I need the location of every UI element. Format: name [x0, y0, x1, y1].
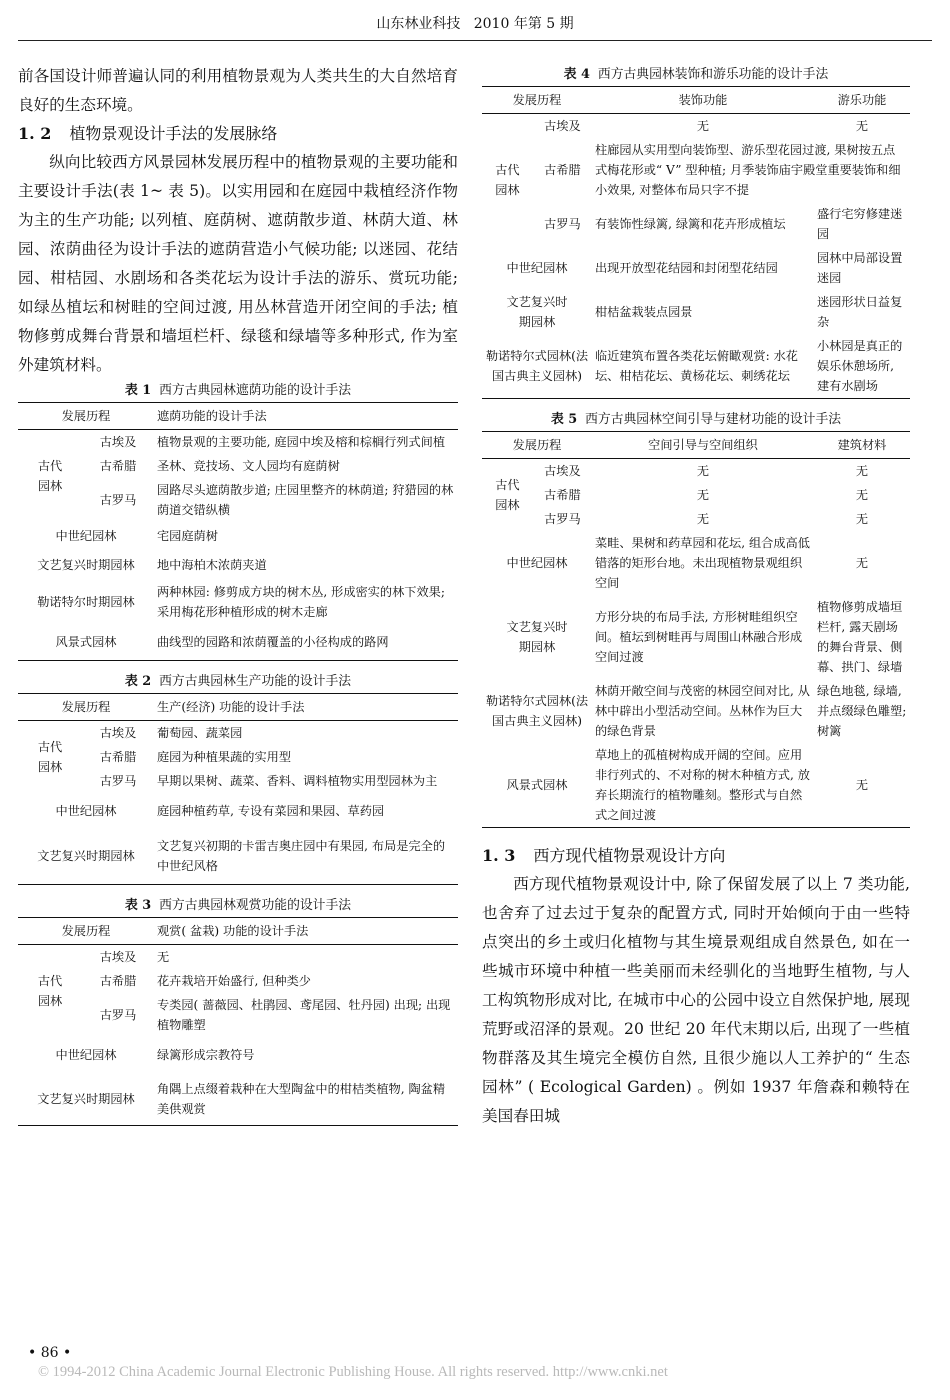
table-cell: 圣林、竞技场、文人园均有庭荫树: [157, 459, 340, 473]
era-cell: 古希腊: [99, 749, 137, 764]
left-column: [18, 62, 458, 1126]
table-cell: 无: [855, 556, 869, 570]
column-header: 空间引导与空间组织: [592, 432, 814, 459]
era-cell: 古罗马: [99, 1008, 137, 1022]
table-cell: 小林园是真正的娱乐休憩场所, 建有水剧场: [814, 334, 910, 399]
era-cell: 中世纪园林: [55, 1048, 117, 1062]
era-cell: 古希腊: [99, 974, 137, 988]
table-cell: 植物修剪成墙垣栏杆, 露天剧场的舞台背景、侧幕、拱门、绿墙: [817, 600, 903, 674]
table-cell: 庭园种植药草, 专设有菜园和果园、草药园: [157, 803, 385, 818]
table-2: [18, 693, 458, 886]
era-cell: 古埃及: [544, 119, 581, 133]
table-cell: 葡萄园、蔬菜园: [157, 725, 243, 740]
table-cell: 植物景观的主要功能, 庭园中埃及榕和棕榈行列式间植: [157, 435, 446, 449]
table-cell: 林荫开敞空间与茂密的林园空间对比, 从林中辟出小型活动空间。丛林作为巨大的绿色背景: [595, 684, 810, 738]
era-cell: 中世纪园林: [55, 803, 117, 818]
column-header: 发展历程: [482, 432, 592, 459]
table-cell: 方形分块的布局手法, 方形树畦组织空间。植坛到树畦再与周围山林融合形成空间过渡: [595, 610, 803, 664]
section-paragraph: 西方现代植物景观设计中, 除了保留发展了以上 7 类功能, 也舍弃了过去过于复杂的配置方式, 同时开始倾向于由一些特点突出的乡土或归化植物与其生境景观组成自然景色, 如在一些城市环境中种植一些美丽而未经驯化的当地野生植物, 与人工构筑物形成对比, 在城市中心的公园中设立自然保护地, 展现荒野或沼泽的景观。20 世纪 20 年代末期以后, 出现了一些植物群落及其生境完全模仿自然, 且很少施以人工养护的“ 生态园林” ( Ecological Garden) 。例如 1937 年詹森和赖特在美国春田城: [482, 875, 910, 1125]
era-cell: 中世纪园林: [506, 556, 568, 570]
table-cell: 专类园( 蔷薇园、杜鹃园、鸢尾园、牡丹园) 出现; 出现植物雕塑: [157, 998, 451, 1032]
table-cell: 园林中局部设置迷园: [817, 251, 903, 285]
era-cell: 古代园林: [37, 739, 63, 774]
table-caption: 表 5 西方古典园林空间引导与建材功能的设计手法: [550, 412, 842, 427]
section-title: 西方现代植物景观设计方向: [533, 846, 726, 865]
table-cell: 文艺复兴初期的卡雷吉奥庄园中有果园, 布局是完全的中世纪风格: [154, 829, 458, 885]
table-caption: 表 4 西方古典园林装饰和游乐功能的设计手法: [563, 67, 829, 82]
table-cell: 两种林园: 修剪成方块的树木丛, 形成密实的林下效果; 采用梅花形种植形成的树木走廊: [157, 585, 445, 619]
table-cell: 无: [696, 464, 710, 478]
section-paragraph: 纵向比较西方风景园林发展历程中的植物景观的主要功能和主要设计手法(表 1~ 表 5)。以实用园和在庭园中栽植经济作物为主的生产功能; 以列植、庭荫树、遮荫散步道、林荫大道、林园、浓荫曲径为设计手法的遮荫营造小气候功能; 以迷园、花结园、柑桔园、水剧场和各类花坛为设计手法的游乐、赏玩功能; 如绿丛植坛和树畦的空间过渡, 用丛林营造开闭空间的手法; 植物修剪成舞台背景和墙垣栏杆、绿毯和绿墙等多种形式, 作为室外建筑材料。: [18, 153, 458, 374]
table-cell: 无: [696, 512, 710, 526]
era-cell: 古罗马: [99, 773, 137, 788]
era-cell: 文艺复兴时期园林: [37, 558, 135, 572]
section-heading-1-3: [482, 842, 910, 870]
table-cell: 菜畦、果树和药草园和花坛, 组合成高低错落的矩形台地。未出现植物景观组织空间: [595, 536, 810, 590]
table-4: [482, 86, 910, 399]
table-cell: 无: [855, 119, 869, 133]
era-cell: 古希腊: [544, 488, 581, 502]
table-cell: 无: [696, 488, 710, 502]
era-cell: 文艺复兴时期园林: [506, 620, 568, 654]
era-cell: 中世纪园林: [506, 261, 568, 275]
table-cell: 曲线型的园路和浓荫覆盖的小径构成的路网: [154, 624, 458, 660]
column-header: 装饰功能: [592, 87, 814, 114]
section-heading-1-2: [18, 120, 458, 148]
era-cell: 古埃及: [544, 464, 581, 478]
column-header: 发展历程: [482, 87, 592, 114]
era-cell: 古希腊: [544, 163, 581, 177]
table-cell: 无: [696, 119, 710, 133]
era-cell: 文艺复兴时期园林: [18, 1073, 154, 1125]
table-cell: 草地上的孤植树构成开阔的空间。应用非行列式的、不对称的树木种植方式, 放弃长期流行的植物雕刻。整形式与自然式之间过渡: [592, 743, 814, 828]
table-cell: 无: [855, 488, 869, 502]
table-5: [482, 431, 910, 828]
table-cell: 出现开放型花结园和封闭型花结园: [595, 261, 778, 275]
table-cell: 绿篱形成宗教符号: [157, 1048, 255, 1062]
table-cell: 花卉栽培开始盛行, 但种类少: [157, 974, 311, 988]
page-number: • 86 •: [28, 1345, 72, 1361]
running-header: [18, 0, 932, 41]
issue-label: 2010 年第 5 期: [473, 16, 574, 32]
era-cell: 风景式园林: [482, 743, 592, 828]
era-cell: 古代园林: [37, 974, 63, 1008]
era-cell: 古埃及: [99, 725, 137, 740]
era-cell: 古代园林: [495, 478, 520, 512]
table-cell: 无: [855, 512, 869, 526]
table-cell: 临近建筑布置各类花坛俯瞰观赏: 水花坛、柑桔花坛、黄杨花坛、刺绣花坛: [592, 334, 814, 399]
column-header: 生产(经济) 功能的设计手法: [154, 693, 458, 720]
era-cell: 古罗马: [544, 217, 581, 231]
table-cell: 宅园庭荫树: [157, 529, 218, 543]
column-header: 建筑材料: [814, 432, 910, 459]
table-cell: 绿色地毯, 绿墙, 并点缀绿色雕塑; 树篱: [817, 684, 907, 738]
column-header: 发展历程: [18, 693, 154, 720]
table-cell: 柱廊园从实用型向装饰型、游乐型花园过渡, 果树按五点式梅花形或“ V” 型种植; 月季装饰庙宇殿堂重要装饰和细小效果, 对整体布局只字不提: [595, 143, 901, 197]
table-cell: 柑桔盆栽装点园景: [595, 305, 693, 319]
section-title: 植物景观设计手法的发展脉络: [69, 124, 278, 143]
table-cell: 角隅上点缀着栽种在大型陶盆中的柑桔类植物, 陶盆精美供观赏: [154, 1073, 458, 1125]
era-cell: 古代园林: [495, 163, 520, 197]
era-cell: 古罗马: [99, 493, 137, 507]
table-cell: 地中海柏木浓荫夹道: [157, 558, 267, 572]
right-column: [482, 64, 910, 1131]
era-cell: 勒诺特尔式园林(法国古典主义园林): [485, 694, 589, 728]
era-cell: 文艺复兴时期园林: [18, 829, 154, 885]
era-cell: 勒诺特尔式园林(法国古典主义园林): [482, 334, 592, 399]
table-cell: 盛行宅穷修建迷园: [817, 207, 903, 241]
table-cell: 无: [855, 464, 869, 478]
table-cell: 庭园为种植果蔬的实用型: [157, 749, 292, 764]
column-header: 遮荫功能的设计手法: [154, 403, 458, 430]
era-cell: 勒诺特尔时期园林: [37, 595, 135, 609]
table-1: [18, 402, 458, 661]
column-header: 发展历程: [18, 403, 154, 430]
era-cell: 古罗马: [544, 512, 581, 526]
era-cell: 古埃及: [99, 435, 137, 449]
era-cell: 古希腊: [99, 459, 137, 473]
table-3: [18, 917, 458, 1126]
section-number: 1. 3: [482, 846, 516, 865]
table-cell: 无: [814, 743, 910, 828]
intro-paragraph: 前各国设计师普遍认同的利用植物景观为人类共生的大自然培育良好的生态环境。: [18, 67, 458, 114]
table-caption: 表 3 西方古典园林观赏功能的设计手法: [124, 898, 352, 913]
table-cell: 园路尽头遮荫散步道; 庄园里整齐的林荫道; 狩猎园的林荫道交错纵横: [157, 483, 454, 517]
table-cell: 有装饰性绿篱, 绿篱和花卉形成植坛: [595, 217, 786, 231]
table-cell: 早期以果树、蔬菜、香料、调料植物实用型园林为主: [157, 773, 438, 788]
section-number: 1. 2: [18, 124, 52, 143]
era-cell: 古埃及: [99, 950, 137, 964]
era-cell: 风景式园林: [18, 624, 154, 660]
copyright-watermark: © 1994-2012 China Academic Journal Electronic Publishing House. All rights reserved. http://www.cnki.net: [38, 1364, 668, 1380]
column-header: 观赏( 盆栽) 功能的设计手法: [154, 918, 458, 945]
table-cell: 迷园形状日益复杂: [817, 295, 903, 329]
table-cell: 无: [157, 950, 170, 964]
table-caption: 表 2 西方古典园林生产功能的设计手法: [124, 673, 352, 689]
era-cell: 文艺复兴时期园林: [506, 295, 568, 329]
table-caption: 表 1 西方古典园林遮荫功能的设计手法: [124, 383, 352, 398]
era-cell: 中世纪园林: [55, 529, 117, 543]
column-header: 发展历程: [18, 918, 154, 945]
column-header: 游乐功能: [814, 87, 910, 114]
era-cell: 古代园林: [37, 459, 63, 493]
journal-name: 山东林业科技: [376, 16, 461, 32]
